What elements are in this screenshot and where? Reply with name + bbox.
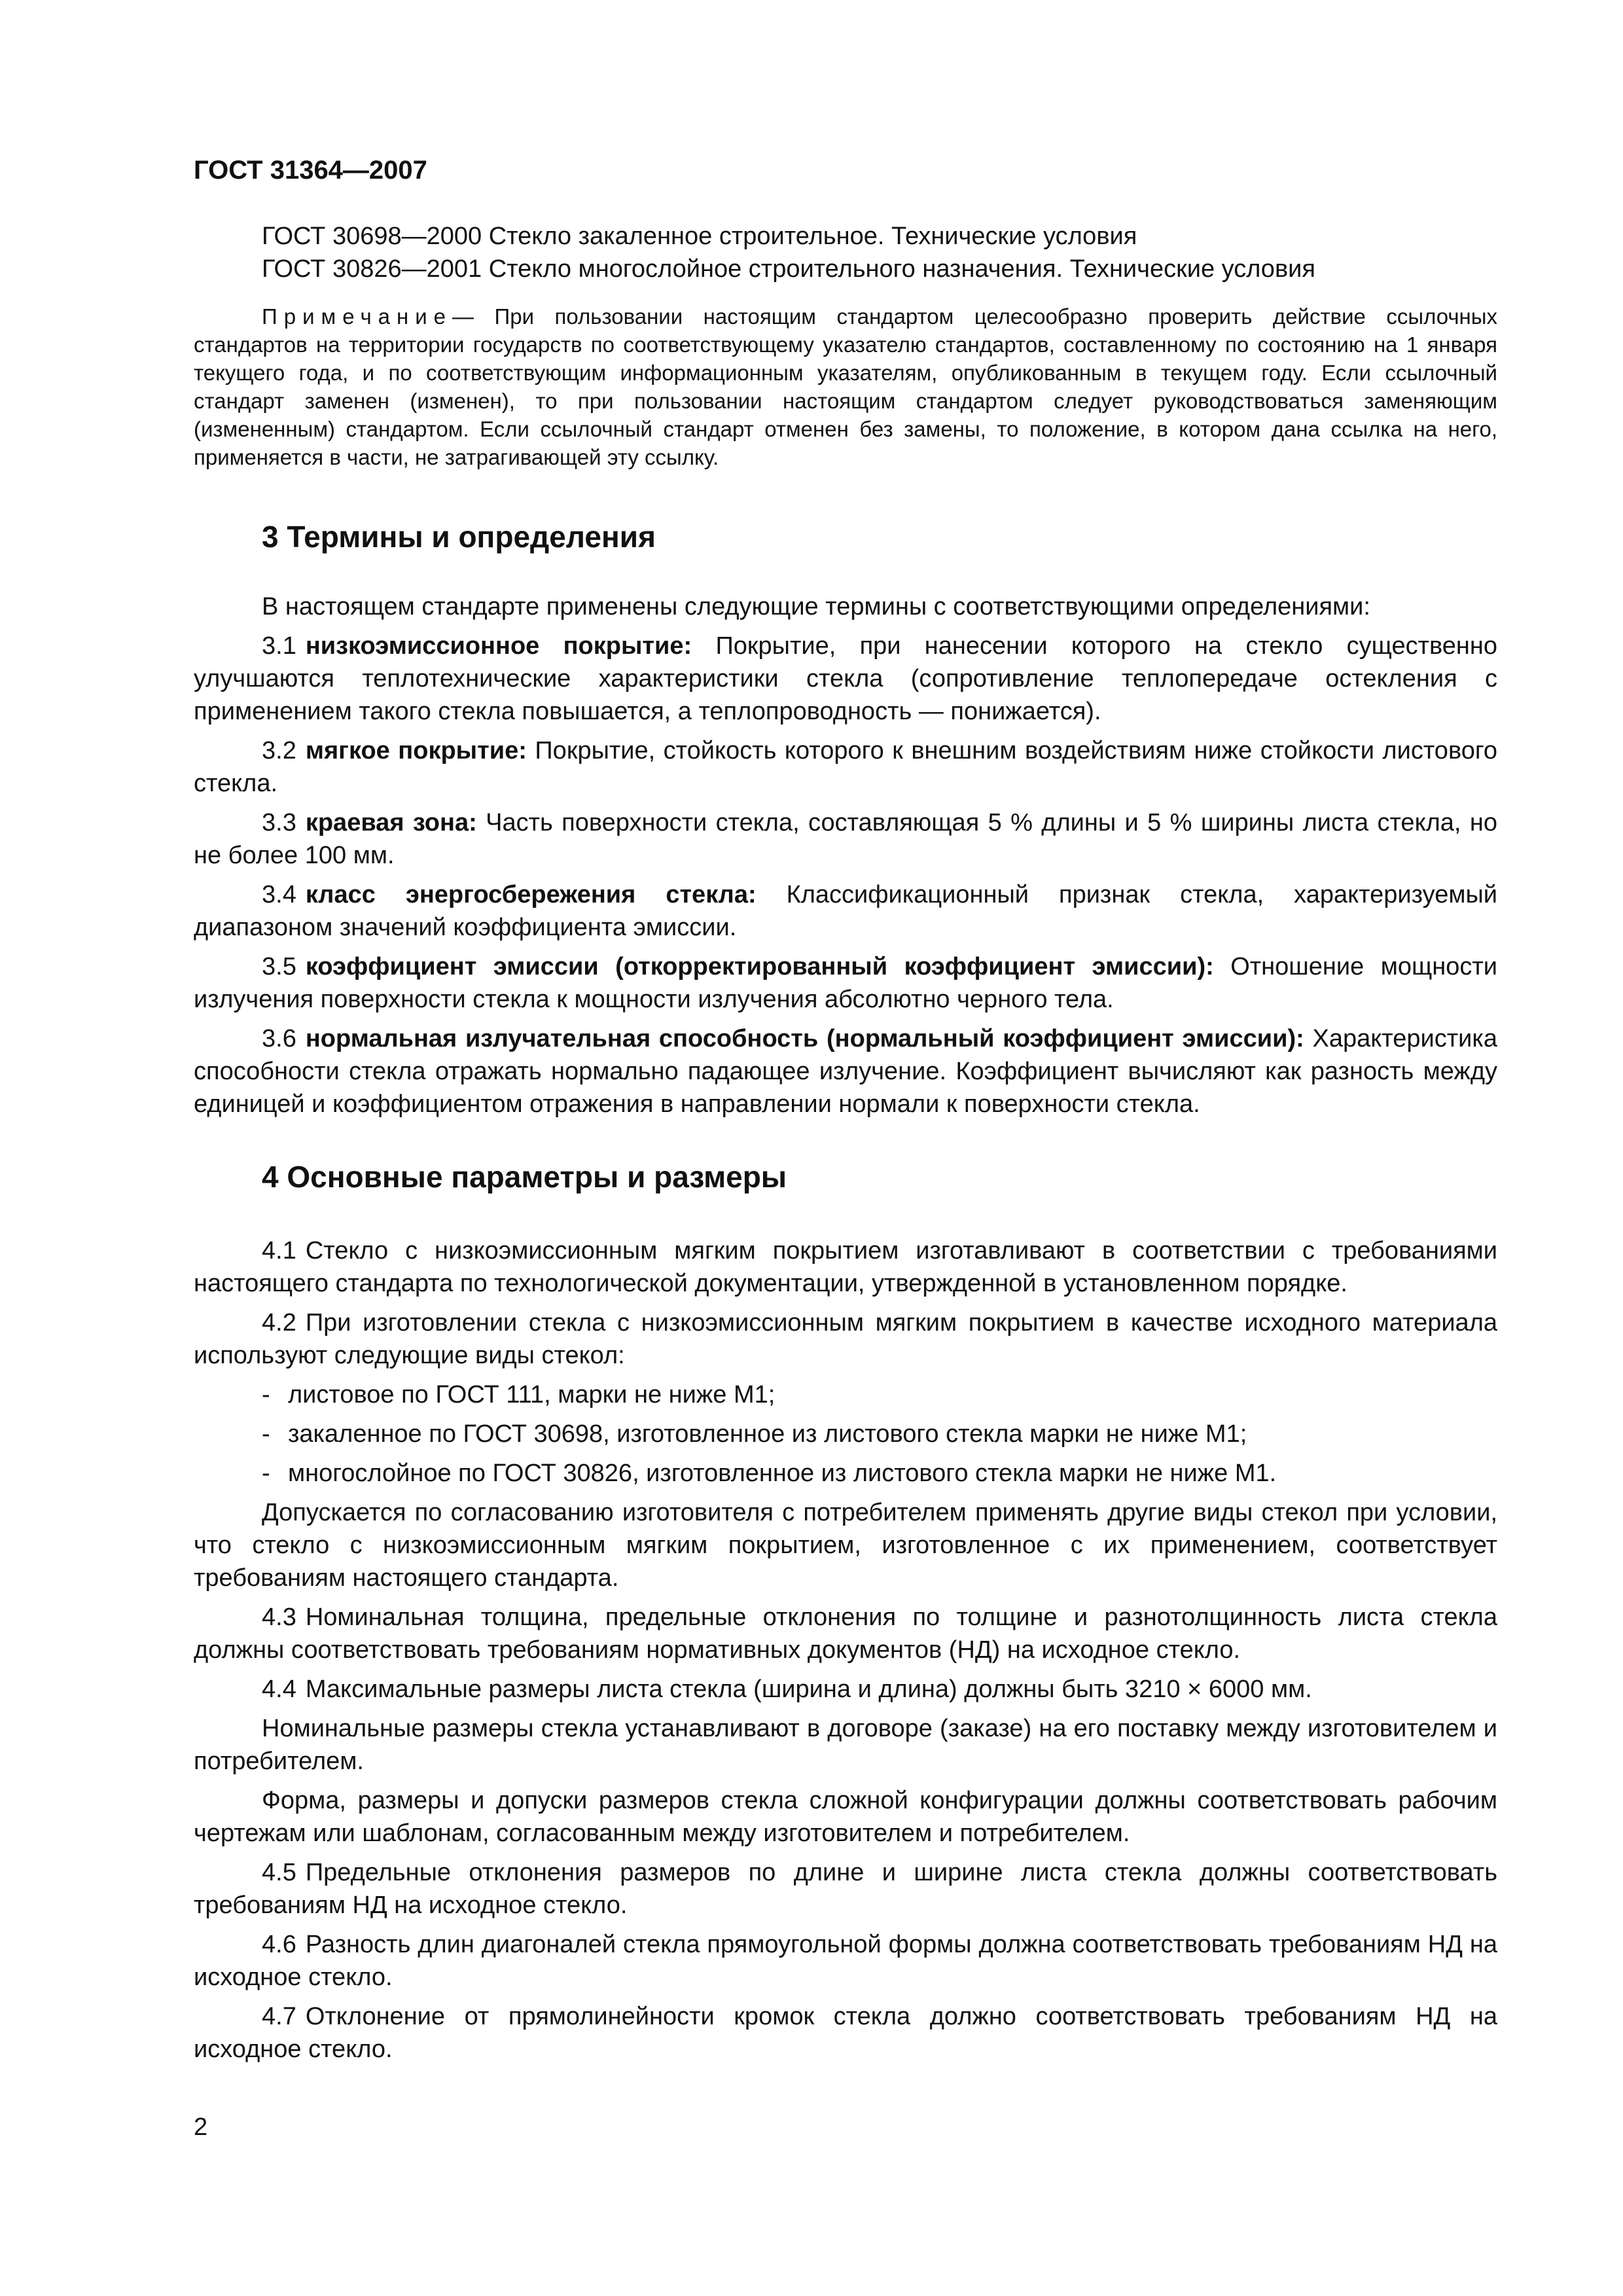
- clause-4-2: [194, 1306, 1497, 1372]
- dash-bullet: -: [262, 1420, 270, 1448]
- list-item: [194, 1418, 1497, 1450]
- clause-number: 3.5: [262, 953, 296, 980]
- standard-number: ГОСТ 31364—2007: [194, 156, 427, 185]
- clause-text: Разность длин диагоналей стекла прямоугольной формы должна соответствовать требованиям НД на исходное стекло.: [194, 1931, 1497, 1991]
- clause-number: 3.3: [262, 809, 296, 836]
- clause-number: 4.3: [262, 1604, 296, 1631]
- note-text: — При пользовании настоящим стандартом целесообразно проверить действие ссылочных стандартов на территории государств по соответствующему указателю стандартов, составленному по состоянию на 1 января текущего года, и по соответствующим информационным указателям, опубликованным в текущем году. Если ссылочный стандарт заменен (изменен), то при пользовании настоящим стандартом следует руководствоваться заменяющим (измененным) стандартом. Если ссылочный стандарт отменен без замены, то положение, в котором дана ссылка на него, применяется в части, не затрагивающей эту ссылку.: [194, 304, 1497, 469]
- clause-4-4: [194, 1673, 1497, 1706]
- clause-number: 4.5: [262, 1859, 296, 1886]
- note-paragraph: [194, 302, 1497, 471]
- section-4-heading: 4 Основные параметры и размеры: [262, 1160, 787, 1194]
- clause-number: 4.1: [262, 1237, 296, 1265]
- term-name: класс энергосбережения стекла:: [305, 881, 757, 908]
- clause-4-3: [194, 1601, 1497, 1666]
- dash-bullet: -: [262, 1460, 270, 1487]
- list-item: [194, 1457, 1497, 1490]
- clause-number: 3.1: [262, 632, 296, 660]
- clause-4-6: [194, 1928, 1497, 1994]
- page-content: [194, 154, 1497, 2072]
- term-text: Классификационный признак стекла, характеризуемый диапазоном значений коэффициента эмиссии.: [194, 881, 1497, 941]
- clause-4-7: [194, 2000, 1497, 2066]
- list-item-text: листовое по ГОСТ 111, марки не ниже М1;: [288, 1381, 776, 1408]
- clause-4-1: [194, 1234, 1497, 1300]
- clause-text: Номинальная толщина, предельные отклонения по толщине и разнотолщинность листа стекла должны соответствовать требованиям нормативных документов (НД) на исходное стекло.: [194, 1604, 1497, 1664]
- note-label: Примечание: [262, 304, 453, 329]
- clause-number: 3.2: [262, 737, 296, 764]
- term-definition: [194, 806, 1497, 872]
- clause-4-4-extra-1: Номинальные размеры стекла устанавливают в договоре (заказе) на его поставку между изготовителем и потребителем.: [194, 1715, 1497, 1775]
- term-definition: [194, 630, 1497, 728]
- dash-bullet: -: [262, 1381, 270, 1408]
- list-item-text: многослойное по ГОСТ 30826, изготовленное из листового стекла марки не ниже М1.: [288, 1460, 1277, 1487]
- clause-number: 4.7: [262, 2003, 296, 2030]
- list-item-text: закаленное по ГОСТ 30698, изготовленное из листового стекла марки не ниже М1;: [288, 1420, 1247, 1448]
- page-number: 2: [194, 2113, 208, 2141]
- clause-text: Максимальные размеры листа стекла (ширина и длина) должны быть 3210 × 6000 мм.: [305, 1676, 1312, 1703]
- term-text: Характеристика способности стекла отражать нормально падающее излучение. Коэффициент вычисляют как разность между единицей и коэффициентом отражения в направлении нормали к поверхности стекла.: [194, 1025, 1497, 1118]
- term-definition: [194, 950, 1497, 1016]
- term-text: Покрытие, при нанесении которого на стекло существенно улучшаются теплотехнические характеристики стекла (сопротивление теплопередаче остекления с применением такого стекла повышается, а теплопроводность — понижается).: [194, 632, 1497, 725]
- term-text: Отношение мощности излучения поверхности стекла к мощности излучения абсолютно черного тела.: [194, 953, 1497, 1013]
- term-definition: [194, 1022, 1497, 1121]
- clause-number: 3.4: [262, 881, 296, 908]
- clause-text: Предельные отклонения размеров по длине и ширине листа стекла должны соответствовать требованиям НД на исходное стекло.: [194, 1859, 1497, 1919]
- section-3-heading: 3 Термины и определения: [262, 520, 656, 554]
- term-name: нормальная излучательная способность (нормальный коэффициент эмиссии):: [305, 1025, 1304, 1052]
- term-definition: [194, 878, 1497, 944]
- clause-text: При изготовлении стекла с низкоэмиссионным мягким покрытием в качестве исходного материала используют следующие виды стекол:: [194, 1309, 1497, 1369]
- section-3-intro: В настоящем стандарте применены следующие термины с соответствующими определениями:: [262, 593, 1370, 620]
- clause-4-4-extra-2: Форма, размеры и допуски размеров стекла сложной конфигурации должны соответствовать рабочим чертежам или шаблонам, согласованным между изготовителем и потребителем.: [194, 1787, 1497, 1847]
- clause-number: 3.6: [262, 1025, 296, 1052]
- clause-text: Отклонение от прямолинейности кромок стекла должно соответствовать требованиям НД на исходное стекло.: [194, 2003, 1497, 2063]
- term-name: низкоэмиссионное покрытие:: [305, 632, 692, 660]
- term-name: мягкое покрытие:: [305, 737, 527, 764]
- clause-number: 4.4: [262, 1676, 296, 1703]
- clause-number: 4.2: [262, 1309, 296, 1336]
- reference-gost-30698: ГОСТ 30698—2000 Стекло закаленное строительное. Технические условия: [262, 223, 1137, 250]
- term-name: краевая зона:: [305, 809, 477, 836]
- clause-4-5: [194, 1856, 1497, 1922]
- term-text: Покрытие, стойкость которого к внешним воздействиям ниже стойкости листового стекла.: [194, 737, 1497, 797]
- term-definition: [194, 734, 1497, 800]
- term-text: Часть поверхности стекла, составляющая 5 % длины и 5 % ширины листа стекла, но не более 100 мм.: [194, 809, 1497, 869]
- term-name: коэффициент эмиссии (откорректированный коэффициент эмиссии):: [305, 953, 1214, 980]
- clause-4-2-extra: Допускается по согласованию изготовителя с потребителем применять другие виды стекол при условии, что стекло с низкоэмиссионным мягким покрытием, изготовленное с их применением, соответствует требованиям настоящего стандарта.: [194, 1499, 1497, 1592]
- list-item: [194, 1378, 1497, 1411]
- reference-gost-30826: ГОСТ 30826—2001 Стекло многослойное строительного назначения. Технические условия: [262, 255, 1315, 283]
- clause-text: Стекло с низкоэмиссионным мягким покрытием изготавливают в соответствии с требованиями настоящего стандарта по технологической документации, утвержденной в установленном порядке.: [194, 1237, 1497, 1297]
- clause-number: 4.6: [262, 1931, 296, 1958]
